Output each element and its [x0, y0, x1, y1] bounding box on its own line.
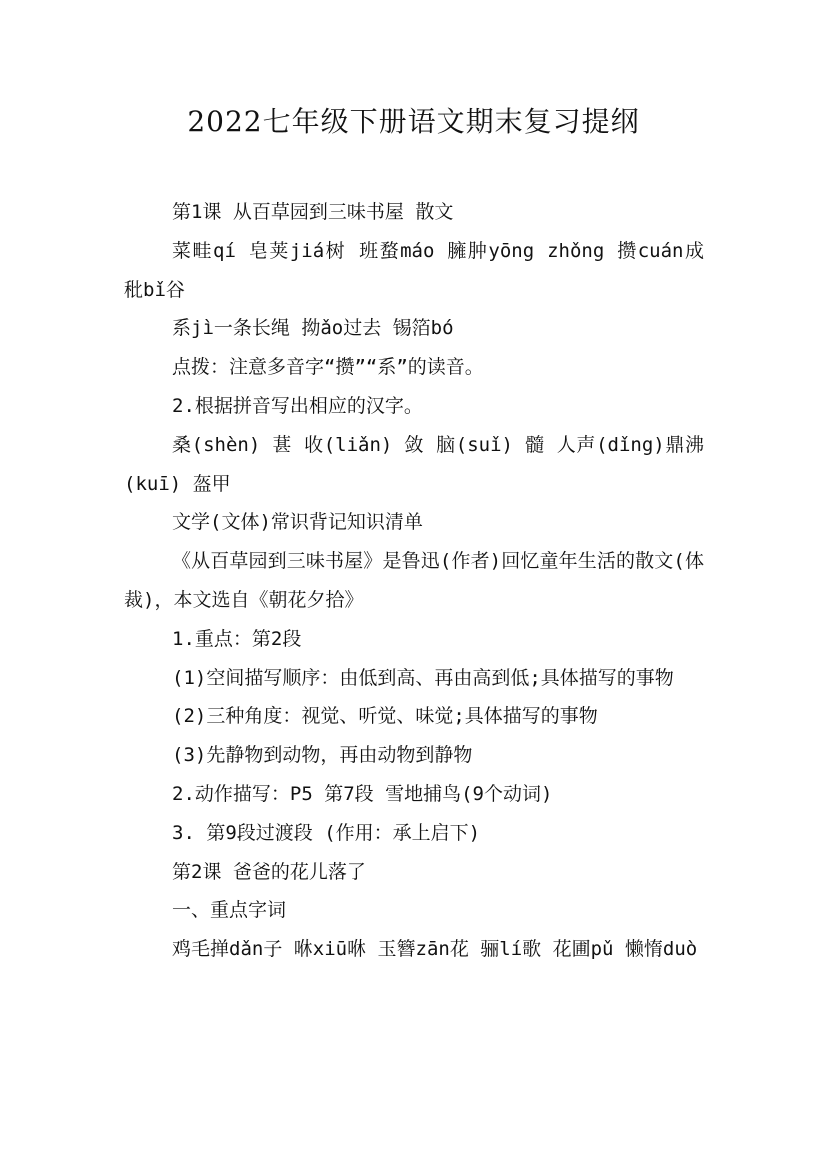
document-body [124, 193, 704, 969]
paragraph-tip: 点拨：注意多音字“攒”“系”的读音。 [172, 356, 484, 379]
paragraph-lesson-2-heading: 第2课 爸爸的花儿落了 [172, 860, 366, 883]
paragraph-vocab-1: 菜畦qí 皂荚jiá树 班蝥máo 臃肿yōng zhǒng 攒cuán成 秕bǐ谷 [124, 239, 704, 301]
paragraph-point-2: (2)三种角度：视觉、听觉、味觉;具体描写的事物 [172, 705, 598, 728]
paragraph-pinyin-chars: 桑(shèn) 葚 收(liǎn) 敛 脑(suǐ) 髓 人声(dǐng)鼎沸 (kuī) 盔甲 [124, 433, 704, 495]
paragraph-action-description: 2.动作描写：P5 第7段 雪地捕鸟(9个动词) [172, 782, 553, 805]
paragraph-vocab-3: 鸡毛掸dǎn子 咻xiū咻 玉簪zān花 骊lí歌 花圃pǔ 懒惰duò [172, 938, 698, 961]
paragraph-literature-heading: 文学(文体)常识背记知识清单 [172, 511, 423, 534]
document-title: 2022七年级下册语文期末复习提纲 [187, 105, 640, 138]
paragraph-exercise-2: 2.根据拼音写出相应的汉字。 [172, 394, 423, 417]
paragraph-literature-note: 《从百草园到三味书屋》是鲁迅(作者)回忆童年生活的散文(体裁)，本文选自《朝花夕拾》 [124, 550, 704, 611]
paragraph-point-3: (3)先静物到动物，再由动物到静物 [172, 744, 473, 767]
paragraph-point-1: (1)空间描写顺序：由低到高、再由高到低;具体描写的事物 [172, 666, 674, 689]
paragraph-key-point: 1.重点：第2段 [172, 627, 302, 650]
paragraph-lesson-1-heading: 第1课 从百草园到三味书屋 散文 [172, 201, 454, 223]
paragraph-transition: 3. 第9段过渡段 (作用：承上启下) [172, 821, 481, 844]
paragraph-key-words-heading: 一、重点字词 [172, 899, 287, 922]
paragraph-vocab-2: 系jì一条长绳 拗ǎo过去 锡箔bó [172, 317, 454, 340]
